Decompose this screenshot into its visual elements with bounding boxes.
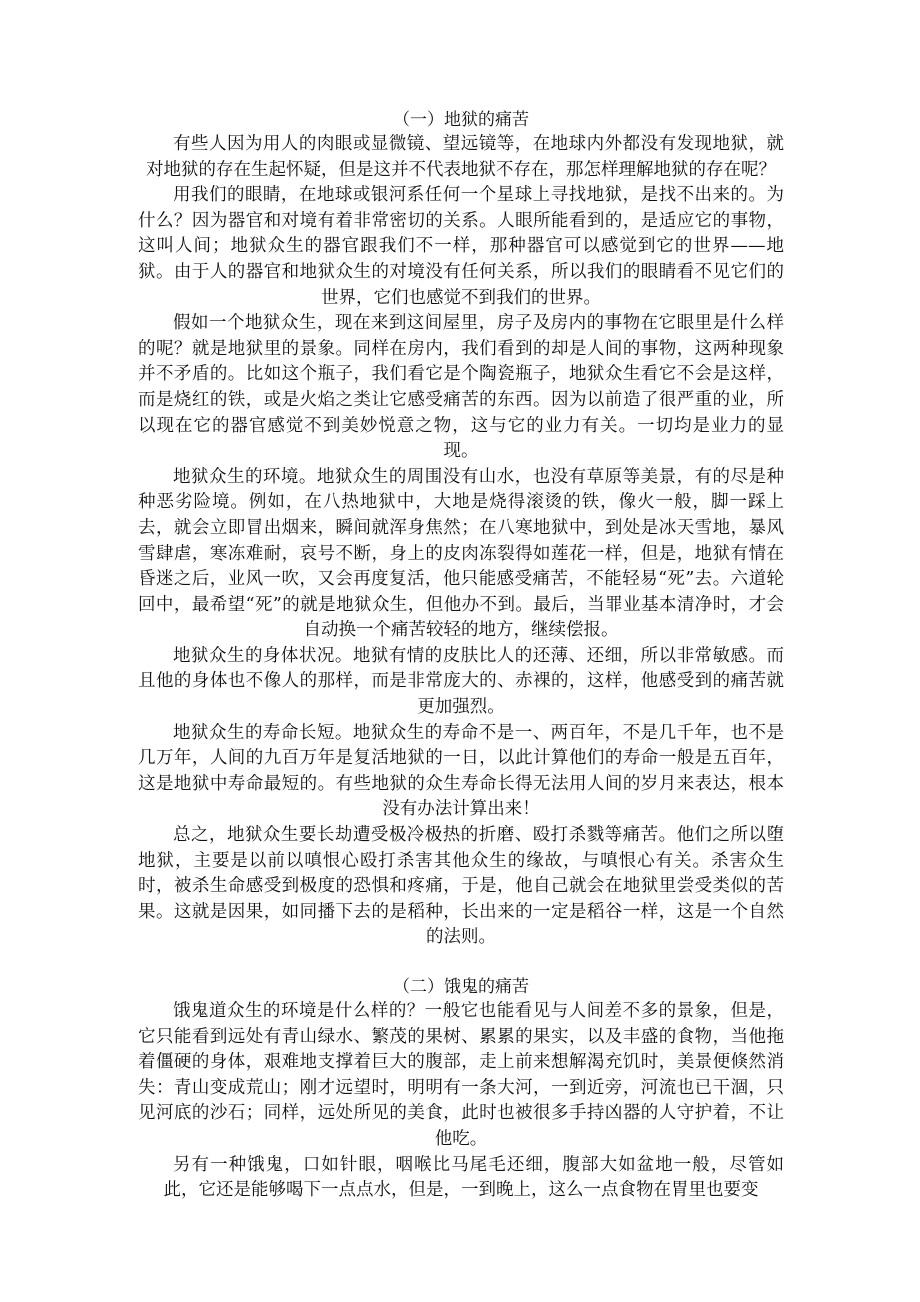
paragraph: 用我们的眼睛，在地球或银河系任何一个星球上寻找地狱，是找不出来的。为什么？因为器官和对境有着非常密切的关系。人眼所能看到的，是适应它的事物，这叫人间；地狱众生的器官跟我们不一样，那种器官可以感觉到它的世界——地狱。由于人的器官和地狱众生的对境没有任何关系，所以我们的眼睛看不见它们的世界，它们也感觉不到我们的世界。 (138, 185, 784, 308)
paragraph: 总之，地狱众生要长劫遭受极冷极热的折磨、殴打杀戮等痛苦。他们之所以堕地狱，主要是以前以嗔恨心殴打杀害其他众生的缘故，与嗔恨心有关。杀害众生时，被杀生命感受到极度的恐惧和疼痛，于是，他自己就会在地狱里尝受类似的苦果。这就是因果，如同播下去的是稻种，长出来的一定是稻谷一样，这是一个自然的法则。 (138, 825, 784, 948)
section-heading: （一）地狱的痛苦 (393, 110, 529, 130)
paragraph: 假如一个地狱众生，现在来到这间屋里，房子及房内的事物在它眼里是什么样的呢？就是地狱里的景象。同样在房内，我们看到的却是人间的事物，这两种现象并不矛盾的。比如这个瓶子，我们看它是个陶瓷瓶子，地狱众生看它不会是这样，而是烧红的铁，或是火焰之类让它感受痛苦的东西。因为以前造了很严重的业，所以现在它的器官感觉不到美妙悦意之物，这与它的业力有关。一切均是业力的显现。 (138, 313, 784, 462)
section-hungry-ghost (138, 975, 784, 1204)
paragraph: 地狱众生的环境。地狱众生的周围没有山水，也没有草原等美景，有的尽是种种恶劣险境。例如，在八热地狱中，大地是烧得滚烫的铁，像火一般，脚一踩上去，就会立即冒出烟来，瞬间就浑身焦然；在八寒地狱中，到处是冰天雪地，暴风雪肆虐，寒冻难耐，哀号不断，身上的皮肉冻裂得如莲花一样，但是，地狱有情在昏迷之后，业风一吹，又会再度复活，他只能感受痛苦，不能轻易“死”去。六道轮回中，最希望“死”的就是地狱众生，但他办不到。最后，当罪业基本清净时，才会自动换一个痛苦较轻的地方，继续偿报。 (138, 466, 784, 641)
paragraph: 地狱众生的身体状况。地狱有情的皮肤比人的还薄、还细，所以非常敏感。而且他的身体也不像人的那样，而是非常庞大的、赤裸的，这样，他感受到的痛苦就更加强烈。 (138, 645, 784, 718)
paragraph: 地狱众生的寿命长短。地狱众生的寿命不是一、两百年，不是几千年，也不是几万年，人间的九百万年是复活地狱的一日，以此计算他们的寿命一般是五百年，这是地狱中寿命最短的。有些地狱的众生寿命长得无法用人间的岁月来表达，根本没有办法计算出来！ (138, 722, 784, 820)
paragraph: 另有一种饿鬼，口如针眼，咽喉比马尾毛还细，腹部大如盆地一般，尽管如此，它还是能够喝下一点点水，但是，一到晚上，这么一点食物在胃里也要变 (163, 1154, 784, 1201)
paragraph: 饿鬼道众生的环境是什么样的？一般它也能看见与人间差不多的景象，但是，它只能看到远处有青山绿水、繁茂的果树、累累的果实，以及丰盛的食物，当他拖着僵硬的身体，艰难地支撑着巨大的腹部，走上前来想解渴充饥时，美景便倏然消失：青山变成荒山；刚才远望时，明明有一条大河，一到近旁，河流也已干涸，只见河底的沙石；同样，远处所见的美食，此时也被很多手持凶器的人守护着，不让他吃。 (138, 1001, 784, 1149)
paragraph: 有些人因为用人的肉眼或显微镜、望远镜等，在地球内外都没有发现地狱，就对地狱的存在生起怀疑，但是这并不代表地狱不存在，那怎样理解地狱的存在呢？ (146, 134, 784, 180)
section-hell (138, 108, 784, 951)
section-heading: （二）饿鬼的痛苦 (393, 977, 529, 997)
document-page (138, 108, 784, 1204)
